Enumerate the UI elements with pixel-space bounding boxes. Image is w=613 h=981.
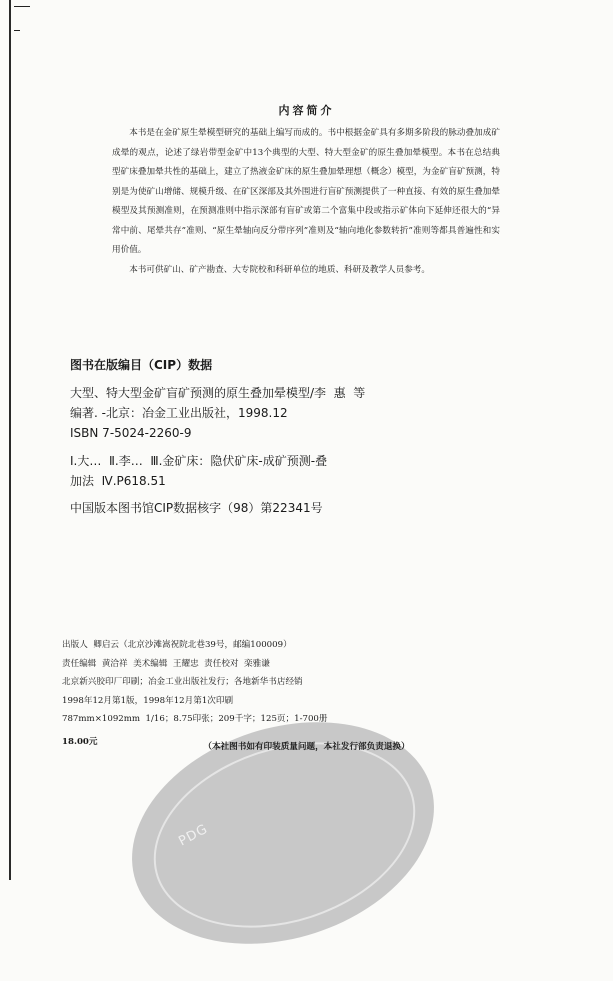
cip-isbn: ISBN 7-5024-2260-9	[70, 426, 192, 440]
watermark-pdg-label: PDG	[176, 821, 211, 850]
cip-publisher-line: 编著. -北京：冶金工业出版社，1998.12	[70, 406, 288, 420]
publication-info	[62, 636, 582, 751]
abstract-paragraph-2: 本书可供矿山、矿产勘查、大专院校和科研单位的地质、科研及教学人员参考。	[129, 264, 430, 275]
printer-line: 北京新兴胶印厂印刷；冶金工业出版社发行；各地新华书店经销	[62, 677, 303, 687]
cip-classification-line-2: 加法 Ⅳ.P618.51	[70, 474, 166, 488]
abstract-paragraph-1: 本书是在金矿原生晕模型研究的基础上编写而成的。书中根据金矿具有多期多阶段的脉动叠加成矿成晕的观点，论述了绿岩带型金矿中13个典型的大型、特大型金矿的原生叠加晕模型。本书在总结典型矿床叠加晕共性的基础上，建立了热液金矿床的原生叠加晕理想（概念）模型，为金矿盲矿预测，特别是为使矿山增储、规模升级、在矿区深部及其外围进行盲矿预测提供了一种直接、有效的原生叠加晕模型及其预测准则，在预测准则中指示深部有盲矿或第二个富集中段或指示矿体向下延伸还很大的“异常中前、尾晕共存”准则、“原生晕轴向反分带序列”准则及“轴向地化参数转折”准则等都具普遍性和实用价值。	[112, 128, 500, 255]
editors-line: 责任编辑 黄洽祥 美术编辑 王耀忠 责任校对 栾雅谦	[62, 658, 270, 669]
cip-classification-line-1: Ⅰ.大… Ⅱ.李… Ⅲ.金矿床：隐伏矿床-成矿预测-叠	[70, 454, 328, 468]
corner-mark	[14, 6, 30, 7]
cip-block	[70, 356, 540, 516]
cip-title-line: 大型、特大型金矿盲矿预测的原生叠加晕模型/李 惠 等	[70, 386, 366, 400]
abstract-title: 内容简介	[278, 104, 335, 117]
abstract-body	[112, 124, 500, 280]
price: 18.00元	[62, 736, 98, 747]
quality-notice: （本社图书如有印装质量问题，本社发行部负责退换）	[203, 742, 410, 752]
corner-mark-small	[14, 30, 20, 31]
publisher-line: 出版人 卿启云（北京沙滩嵩祝院北巷39号，邮编100009）	[62, 640, 292, 650]
cip-verification-number: 中国版本图书馆CIP数据核字（98）第22341号	[70, 501, 323, 515]
format-line: 787mm×1092mm 1/16；8.75印张；209千字；125页；1-700册	[62, 714, 328, 724]
cip-heading: 图书在版编目（CIP）数据	[70, 358, 213, 372]
edition-line: 1998年12月第1版，1998年12月第1次印刷	[62, 695, 234, 706]
